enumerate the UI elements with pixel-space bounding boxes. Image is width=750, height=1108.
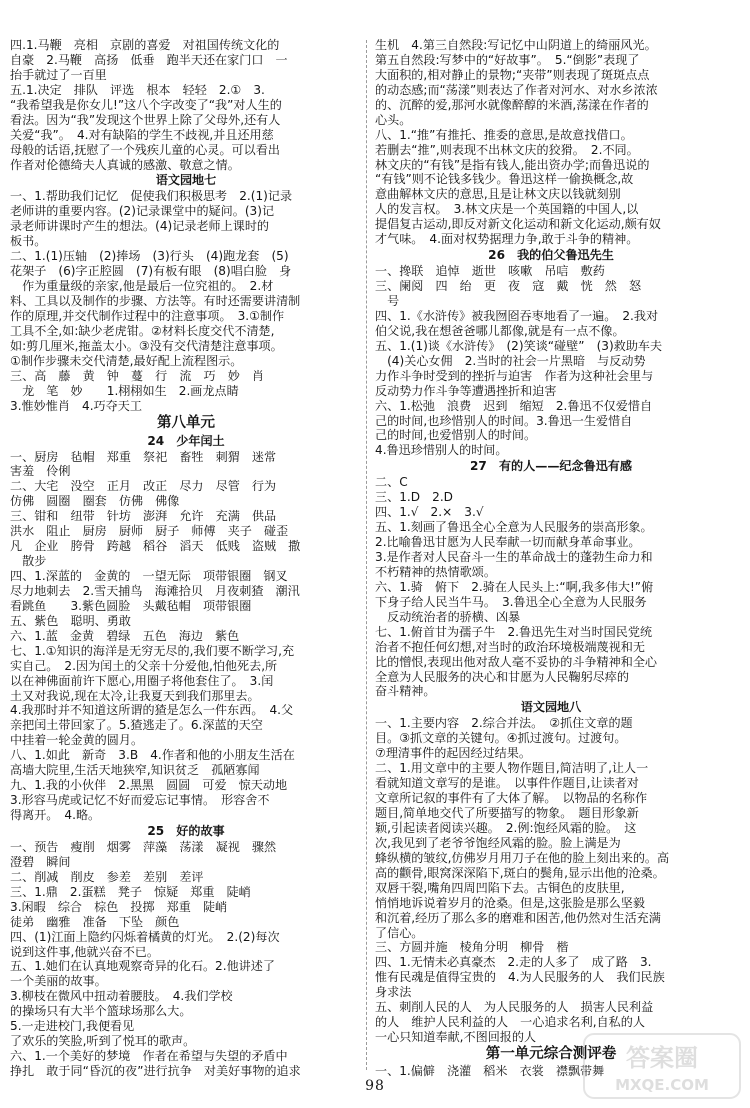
answer-line: 力作斗争时受到的挫折与迫害 作者为这种社会里与	[375, 368, 654, 383]
answer-line: 八、1.如此 新奇 3.B 4.作者和他的小朋友生活在	[10, 748, 295, 763]
answer-line: 不朽精神的热情歌颂。	[375, 564, 496, 579]
answer-line: 三、钳和 纽带 针坊 澎湃 允许 充满 供品	[10, 509, 277, 524]
answer-line: 五、1.她们在认真地观察奇异的化石。2.他讲述了	[10, 959, 275, 974]
answer-line: ⑦理清事件的起因经过结果。	[375, 746, 531, 761]
answer-line: 治者不抱任何幻想,对当时的政治环境极端蔑视和无	[375, 639, 645, 654]
answer-line: 以在神佛面前许下愿心,用圈子将他套住了。 3.闰	[10, 673, 274, 688]
answer-line: 全意为人民服务的决心和甘愿为人民鞠躬尽瘁的	[375, 669, 629, 684]
answer-line: 澄碧 瞬间	[10, 854, 71, 869]
answer-line: 七、1.俯首甘为孺子牛 2.鲁迅先生对当时国民党统	[375, 624, 653, 639]
answer-line: 工具不全,如:缺少老虎钳。②材料长度交代不清楚,	[10, 323, 275, 338]
answer-line: 颖,引起读者阅读兴趣。 2.例:饱经风霜的脸。 这	[375, 820, 637, 835]
section-heading: 24 少年闰土	[147, 433, 225, 448]
answer-line: 得离开。 4.略。	[10, 808, 101, 822]
answer-line: 看法。因为“我”发现这个世界上除了父母外,还有人	[10, 112, 281, 127]
answer-line: 3.是作者对人民奋斗一生的革命战士的蓬勃生命力和	[375, 550, 653, 564]
unit-heading: 第八单元	[157, 414, 215, 431]
answer-line: 三、阑阅 四 绐 更 夜 寇 戴 恍 然 怒	[375, 279, 642, 294]
answer-line: 三、1.鼎 2.蛋糕 凳子 惊疑 郑重 陡峭	[10, 884, 251, 899]
answer-line: 板书。	[10, 234, 47, 249]
answer-line: 一、1.主要内容 2.综合并法。 ②抓住文章的题	[375, 716, 633, 731]
section-heading: 语文园地八	[520, 700, 582, 715]
answer-line: 2.比喻鲁迅甘愿为人民奉献一切而献身革命事业。	[375, 535, 641, 550]
section-heading: 26 我的伯父鲁迅先生	[488, 248, 614, 263]
answer-line: 作的原理,并交代制作过程中的注意事项。 3.①制作	[10, 308, 285, 323]
svg-text:MXQE.COM: MXQE.COM	[615, 1076, 709, 1094]
answer-line: 老师讲的重要内容。(2)记录课堂中的疑问。(3)记	[10, 204, 275, 219]
answer-line: 中挂着一轮金黄的圆月。	[10, 733, 144, 748]
answer-line: 二、1.用文章中的主要人物作题目,简洁明了,让人一	[375, 761, 649, 776]
answer-line: 害羞 伶俐	[10, 464, 71, 479]
answer-line: 说到这件事,他就兴奋不已。	[10, 944, 159, 959]
answer-line: 反动势力作斗争等遭遇挫折和迫害	[375, 383, 557, 398]
answer-line: 龙 笔 妙 1.栩栩如生 2.画龙点睛	[10, 383, 239, 398]
answer-line: 高的颧骨,眼窝深深陷下,斑白的鬓角,显示出他的沧桑。	[375, 865, 665, 880]
answer-line: 一、厨房 毡帽 郑重 祭祀 畜牲 刺猬 迷常	[10, 449, 277, 464]
answer-line: 高墙大院里,生活天地狭窄,知识贫乏 孤陋寡闻	[10, 763, 260, 778]
answer-line: 的、沉醉的爱,那河水就像醉醇的米酒,荡漾在作者的	[375, 97, 649, 112]
unit-heading: 第一单元综合测评卷	[485, 1046, 617, 1062]
answer-line: 四、(1)江面上隐约闪烁着橘黄的灯光。 2.(2)每次	[10, 929, 280, 944]
answer-line: (4)关心女佣 2.当时的社会一片黑暗 与反动势	[375, 353, 646, 368]
answer-line: 五、1.(1)谈《水浒传》 (2)笑谈“碰壁” (3)救助车夫	[375, 338, 663, 353]
answer-line: 奋斗精神。	[375, 684, 436, 699]
answer-line: 自豪 2.马鞭 高扬 低垂 跑半天还在家门口 一	[10, 52, 288, 67]
answer-line: 第五自然段:写梦中的“好故事”。 5.“倒影”表现了	[375, 52, 640, 67]
answer-line: 目。③抓文章的关键句。④抓过渡句。过渡句。	[375, 731, 627, 746]
answer-line: 文章所记叙的事件有了大体了解。 以物品的名称作	[375, 791, 648, 806]
answer-line: 六、1.骑 俯下 2.骑在人民头上:“啊,我多伟大!”俯	[375, 579, 654, 594]
answer-line: 二、1.(1)压轴 (2)捧场 (3)行头 (4)跑龙套 (5)	[10, 249, 289, 264]
answer-line: 凡 企业 胯骨 跨越 稻谷 滔天 低贱 盗贼 撒	[10, 539, 301, 554]
answer-line: 和沉着,经历了那么多的磨难和困苦,他仍然对生活充满	[375, 910, 661, 925]
right-column	[375, 38, 727, 1078]
answer-line: 关爱“我”。 4.对有缺陷的学生不歧视,并且还用慈	[10, 127, 274, 142]
answer-line: 二、削减 削皮 参差 差别 差评	[10, 869, 204, 884]
answer-line: 六、1.一个美好的梦境 作者在希望与失望的矛盾中	[10, 1049, 288, 1064]
answer-line: “有钱”则不论钱多钱少。鲁迅这样一偷换概念,故	[375, 172, 634, 187]
section-heading: 27 有的人——纪念鲁迅有感	[470, 459, 632, 474]
answer-line: 亲把闰土带回家了。5.猹逃走了。6.深蓝的天空	[10, 718, 263, 733]
answer-line: 反动统治者的骄横、凶暴	[375, 609, 521, 624]
answer-line: 六、1.松弛 浪费 迟到 缩短 2.鲁迅不仅爱惜自	[375, 398, 653, 413]
section-heading: 语文园地七	[155, 173, 217, 188]
answer-line: 了欢乐的笑脸,听到了悦耳的歌声。	[10, 1034, 196, 1049]
answer-line: 5.一走进校门,我便看见	[10, 1019, 135, 1034]
answer-line: 伯父说,我在想爸爸哪儿都像,就是有一点不像。	[375, 323, 625, 338]
answer-line: 仿佛 圆圈 圈套 仿佛 佛像	[10, 494, 180, 509]
answer-line: 四、1.无情未必真豪杰 2.走的人多了 成了路 3.	[375, 955, 652, 970]
column-divider	[366, 40, 367, 1070]
answer-line: 林文庆的“有钱”是指有钱人,能出资办学;而鲁迅说的	[375, 157, 650, 172]
watermark-logo	[582, 1030, 742, 1102]
answer-line: 一、1.偏僻 浇灌 稻米 衣裳 襟飘带舞	[375, 1064, 605, 1078]
answer-line: 号	[375, 294, 400, 308]
answer-line: 一个美丽的故事。	[10, 974, 107, 989]
answer-line: 3.闲暇 综合 棕色 投掷 郑重 陡峭	[10, 899, 228, 914]
answer-line: 大面积的,相对静止的景物;“夹带”则表现了斑斑点点	[375, 67, 650, 82]
left-column	[10, 38, 362, 1078]
answer-line: 题目,简单地交代了所要描写的物象。 题目形象新	[375, 806, 639, 820]
answer-line: 洪水 阻止 厨房 厨师 厨子 师傅 夹子 碰歪	[10, 524, 289, 539]
answer-line: 若删去“推”,则表现不出林文庆的狡猾。 2.不同。	[375, 142, 639, 157]
answer-line: 抬手就过了一百里	[10, 67, 107, 82]
answer-line: 七、1.①知识的海洋是无穷无尽的,我们要不断学习,充	[10, 643, 295, 658]
answer-line: 散步	[10, 554, 47, 569]
answer-line: 提倡复古运动,即反对新文化运动和新文化运动,颇有奴	[375, 217, 661, 232]
answer-line: 作为重量级的亲家,他是最后一位究祖的。 2.材	[10, 279, 274, 294]
answer-line: “我希望我是你女儿!”这八个字改变了“我”对人生的	[10, 97, 282, 112]
answer-line: 九、1.我的小伙伴 2.黑黑 圆圆 可爱 惊天动地	[10, 778, 288, 793]
answer-line: 实自己。 2.因为闰土的父亲十分爱他,怕他死去,所	[10, 658, 278, 673]
answer-line: 身求法	[375, 985, 412, 1000]
answer-line: 花架子 (6)字正腔圆 (7)有板有眼 (8)唱白脸 身	[10, 264, 292, 279]
answer-line: 悄悄地诉说着岁月的沧桑。但是,这张脸是那么坚毅	[375, 895, 645, 910]
answer-line: 惟有民魂是值得宝贵的 4.为人民服务的人 我们民族	[375, 970, 665, 985]
answer-line: 的操场只有大半个篮球场那么大。	[10, 1004, 192, 1019]
answer-line: 一、搀联 追悼 逝世 咳嗽 吊唁 敷药	[375, 264, 605, 279]
answer-line: 挣扎 敢于同“昏沉的夜”进行抗争 对美好事物的追求	[10, 1064, 301, 1078]
answer-line: 六、1.蓝 金黄 碧绿 五色 海边 紫色	[10, 628, 240, 643]
answer-line: 一心只知道奉献,不图回报的人	[375, 1030, 537, 1045]
answer-line: 尽力地刺去 2.雪天捕鸟 海滩拾贝 月夜刺猹 潮汛	[10, 583, 300, 598]
answer-line: 次,我见到了老爷爷饱经风霜的脸。脸上满是为	[375, 835, 621, 850]
answer-line: 五、紫色 聪明、勇敢	[10, 613, 131, 628]
answer-line: ①制作步骤未交代清楚,最好配上流程图示。	[10, 353, 243, 368]
answer-line: 作者对伦德绮夫人真诚的感激、敬意之情。	[10, 157, 240, 172]
answer-line: 三、1.D 2.D	[375, 490, 453, 505]
answer-line: 看就知道文章写的是谁。 以事件作题目,让读者对	[375, 776, 639, 791]
answer-line: 双唇干裂,嘴角四周凹陷下去。古铜色的皮肤里,	[375, 880, 625, 895]
answer-line: 二、C	[375, 475, 408, 490]
answer-line: 蜂纵横的皱纹,仿佛岁月用刀子在他的脸上刻出来的。高	[375, 850, 670, 865]
answer-line: 母般的话语,抚慰了一个残疾儿童的心灵。可以看出	[10, 142, 280, 157]
answer-line: 徒弟 幽雅 准备 下坠 颜色	[10, 914, 180, 929]
section-heading: 25 好的故事	[147, 823, 225, 838]
answer-line: 4.鲁迅珍惜别人的时间。	[375, 443, 508, 458]
answer-line: 下身子给人民当牛马。 3.鲁迅全心全意为人民服务	[375, 594, 647, 609]
answer-line: 如:剪几厘米,拖盖太小。③没有交代清楚注意事项。	[10, 338, 283, 353]
svg-text:答案圈: 答案圈	[626, 1044, 698, 1072]
answer-line: 人的发言权。 3.林文庆是一个英国籍的中国人,以	[375, 202, 639, 217]
answer-line: 的人 维护人民利益的人 一心追求名利,自私的人	[375, 1015, 645, 1030]
answer-line: 比的憎恨,表现出他对敌人毫不妥协的斗争精神和全心	[375, 654, 658, 669]
answer-line: 四.1.马鞭 亮相 京剧的喜爱 对祖国传统文化的	[10, 38, 280, 52]
answer-line: 三、方圆并施 棱角分明 柳骨 楷	[375, 940, 569, 955]
answer-line: 看跳鱼 3.紫色圆脸 头戴毡帽 项带银圈	[10, 598, 252, 613]
answer-line: 一、预告 瘦削 烟雾 萍藻 荡漾 凝视 骤然	[10, 839, 277, 854]
answer-line: 录老师讲课时产生的想法。(4)记录老师上课时的	[10, 219, 270, 234]
answer-line: 五、1.刻画了鲁迅全心全意为人民服务的崇高形象。	[375, 520, 653, 535]
answer-line: 四、1.√ 2.× 3.√	[375, 505, 484, 520]
answer-line: 土又对我说,现在太冷,让我夏天到我们那里去。	[10, 688, 260, 703]
answer-line: 料、工具以及制作的步骤、方法等。有时还需要讲清制	[10, 294, 301, 308]
answer-line: 五、刺削人民的人 为人民服务的人 损害人民利益	[375, 1000, 654, 1015]
answer-line: 了信心。	[375, 925, 424, 940]
answer-line: 心头。	[375, 112, 412, 127]
answer-line: 己的时间,也珍惜别人的时间。3.鲁迅一生爱惜自	[375, 413, 633, 428]
answer-line: 4.我那时并不知道这所谓的猹是怎么一件东西。 4.父	[10, 703, 294, 718]
answer-line: 一、1.帮助我们记忆 促使我们积极思考 2.(1)记录	[10, 189, 293, 204]
answer-line: 四、1.深蓝的 金黄的 一望无际 项带银圈 钢叉	[10, 569, 288, 583]
answer-line: 意曲解林文庆的意思,且是让林文庆以钱就刻别	[375, 187, 621, 202]
answer-line: 3.柳枝在微风中扭动着腰肢。 4.我们学校	[10, 989, 233, 1004]
answer-line: 3.形容马虎或记忆不好而爱忘记事情。 形容舍不	[10, 793, 270, 808]
answer-line: 五.1.决定 排队 评选 根本 轻轻 2.① 3.	[10, 82, 265, 97]
answer-line: 才气味。 4.面对权势据理力争,敢于斗争的精神。	[375, 232, 639, 247]
answer-line: 二、大宅 没空 正月 改正 尽力 尽管 行为	[10, 479, 277, 494]
answer-line: 的动态感;而“荡漾”则表达了作者对河水、对水乡浓浓	[375, 82, 658, 97]
answer-line: 生机 4.第三自然段:写记忆中山阴道上的绮丽风光。	[375, 38, 657, 52]
page-number: 98	[365, 1078, 385, 1094]
answer-line: 四、1.《水浒传》被我囫囵吞枣地看了一遍。 2.我对	[375, 308, 659, 323]
answer-line: 八、1.“推”有推托、推委的意思,是故意找借口。	[375, 127, 633, 142]
answer-line: 三、高 藤 黄 钟 蔓 行 流 巧 妙 肖	[10, 368, 264, 383]
answer-line: 己的时间,也爱惜别人的时间。	[375, 428, 537, 443]
answer-line: 3.惟妙惟肖 4.巧夺天工	[10, 398, 142, 413]
